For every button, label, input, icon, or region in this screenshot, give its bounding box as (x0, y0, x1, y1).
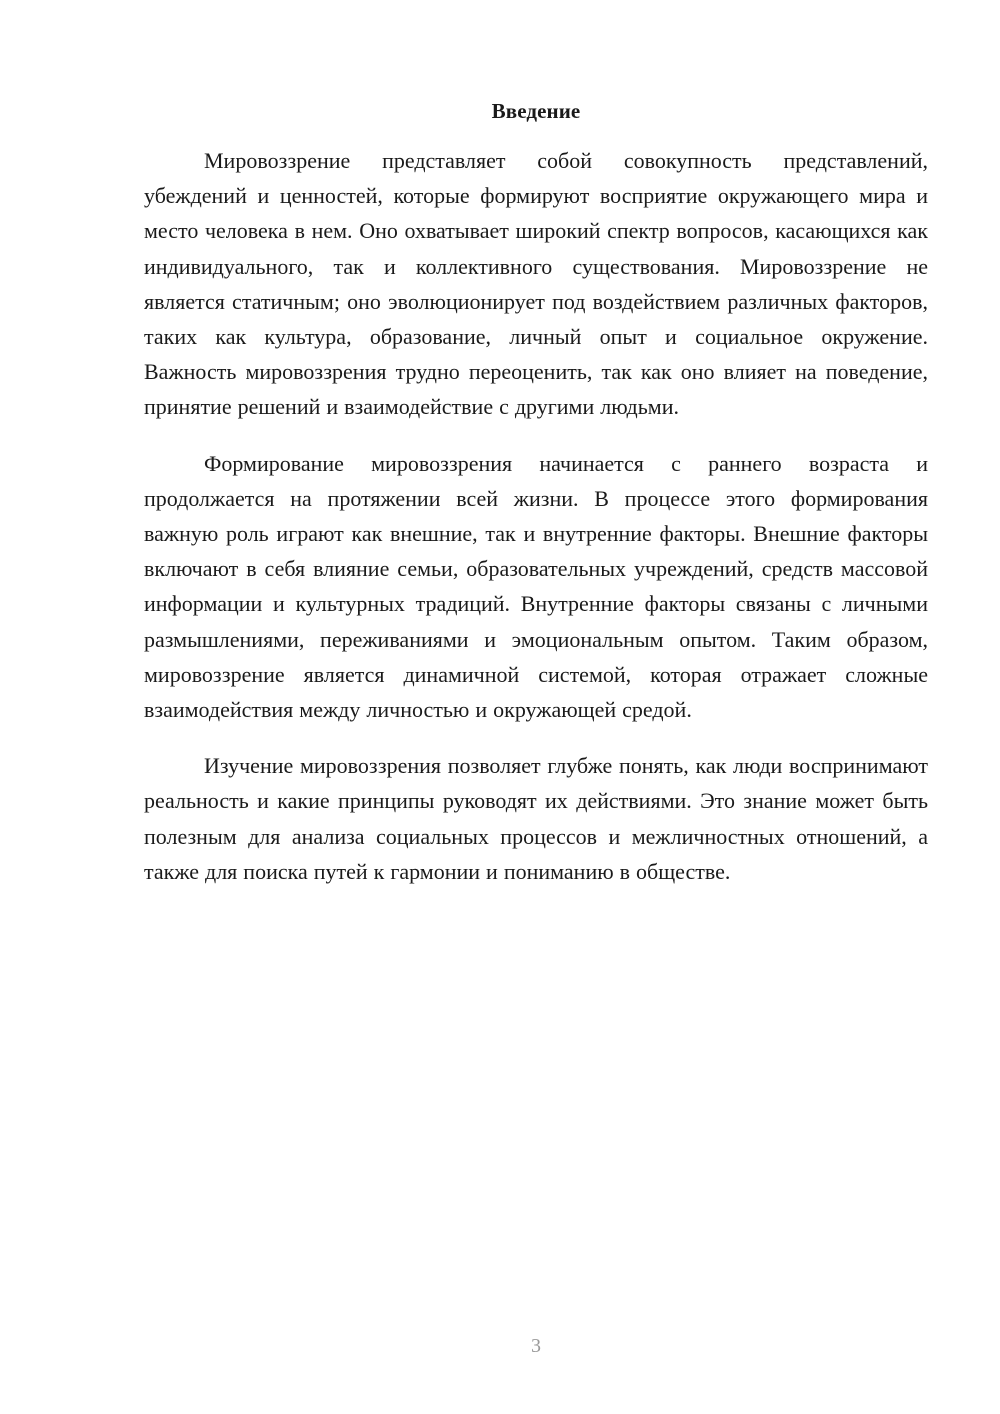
section-title: Введение (491, 99, 581, 123)
paragraph-1: Мировоззрение представляет собой совокупность представлений, убеждений и ценностей, которые формируют восприятие окружающего мира и место человека в нем. Оно охватывает широкий спектр вопросов, касающихся как индивидуального, так и коллективного существования. Мировоззрение не является статичным; оно эволюционирует под воздействием различных факторов, таких как культура, образование, личный опыт и социальное окружение. Важность мировоззрения трудно переоценить, так как оно влияет на поведение, принятие решений и взаимодействие с другими людьми. (144, 148, 928, 420)
paragraph-3: Изучение мировоззрения позволяет глубже понять, как люди воспринимают реальность и какие принципы руководят их действиями. Это знание может быть полезным для анализа социальных процессов и межличностных отношений, а также для поиска путей к гармонии и пониманию в обществе. (144, 753, 928, 884)
page-number: 3 (531, 1335, 541, 1357)
paragraph-2: Формирование мировоззрения начинается с раннего возраста и продолжается на протяжении всей жизни. В процессе этого формирования важную роль играют как внешние, так и внутренние факторы. Внешние факторы включают в себя влияние семьи, образовательных учреждений, средств массовой информации и культурных традиций. Внутренние факторы связаны с личными размышлениями, переживаниями и эмоциональным опытом. Таким образом, мировоззрение является динамичной системой, которая отражает сложные взаимодействия между личностью и окружающей средой. (144, 450, 928, 723)
body-text (144, 143, 928, 910)
